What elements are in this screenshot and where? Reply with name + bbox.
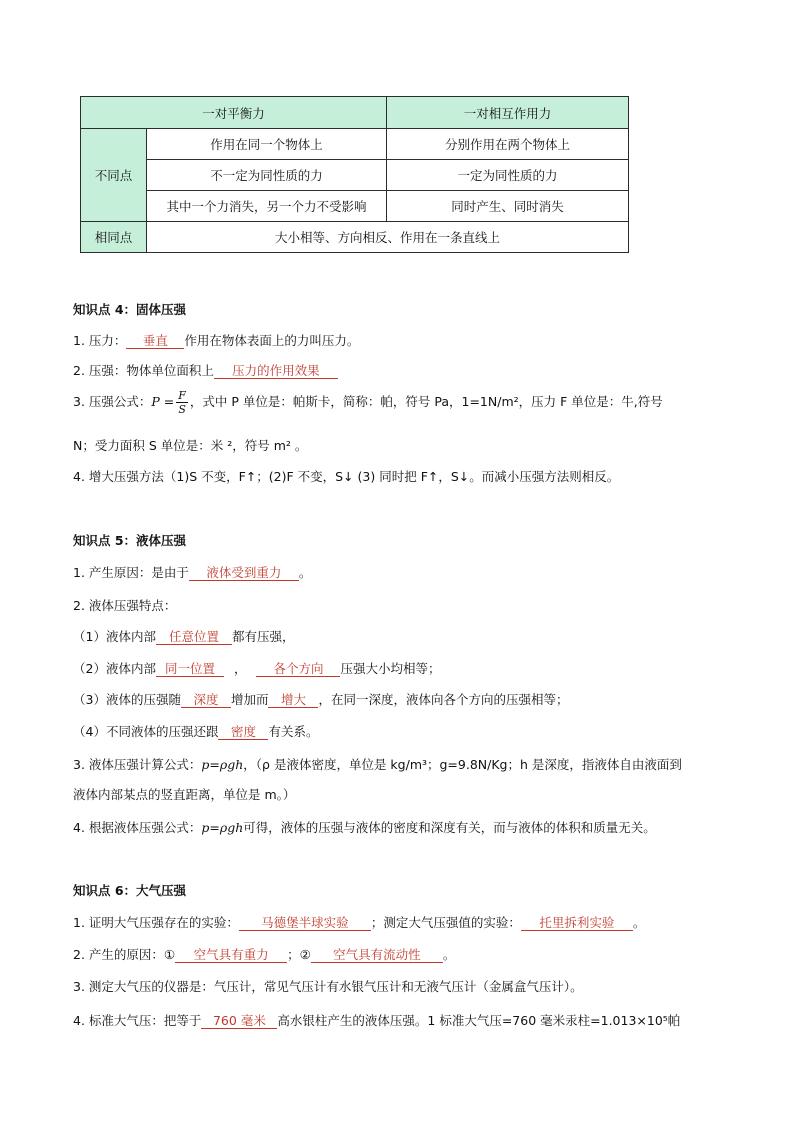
- text: ，（ρ 是液体密度，单位是 kg/m³；g=9.8N/Kg；h 是深度，指液体自由液面到: [243, 757, 682, 772]
- text-line: [73, 331, 359, 349]
- table-row: [81, 222, 629, 253]
- answer-blank: 空气具有重力: [175, 947, 287, 963]
- text-line: 3. 测定大气压的仪器是：气压计，常见气压计有水银气压计和无液气压计（金属盒气压计）。: [73, 979, 583, 994]
- text-line: [73, 818, 656, 836]
- fraction-denominator: S: [178, 403, 186, 416]
- table-header-row: [81, 97, 629, 129]
- answer-blank: 任意位置: [156, 629, 232, 645]
- text: 3. 压强公式：: [73, 394, 152, 409]
- section-title: 知识点 5：液体压强: [73, 533, 187, 548]
- text-line: [73, 755, 682, 773]
- header-balanced-forces: 一对平衡力: [81, 97, 387, 129]
- text: （1）液体内部: [73, 629, 156, 644]
- text: 1. 证明大气压强存在的实验：: [73, 915, 239, 930]
- text-line: [73, 659, 441, 677]
- text: 有关系。: [268, 724, 319, 739]
- text: ；②: [287, 947, 311, 962]
- diff-label: 不同点: [81, 129, 147, 222]
- text: （3）液体的压强随: [73, 692, 181, 707]
- text: 3. 液体压强计算公式：: [73, 757, 202, 772]
- answer-blank: 垂直: [126, 333, 184, 349]
- text-line: [73, 722, 318, 740]
- table-cell: 分别作用在两个物体上: [387, 129, 629, 160]
- text: 2. 压强：物体单位面积上: [73, 363, 214, 378]
- text-line: [73, 1011, 680, 1029]
- answer-blank: 液体受到重力: [189, 565, 299, 581]
- text: ，: [233, 661, 247, 676]
- same-text: 大小相等、方向相反、作用在一条直线上: [147, 222, 629, 253]
- text: 1. 产生原因：是由于: [73, 565, 189, 580]
- text: 高水银柱产生的液体压强。1 标准大气压=760 毫米汞柱=1.013×10⁵帕: [277, 1013, 681, 1028]
- text-line: 4. 增大压强方法（1)S 不变，F↑；(2)F 不变，S↓ (3) 同时把 F↑，S↓。而减小压强方法则相反。: [73, 469, 620, 484]
- answer-blank: 760 毫米: [201, 1013, 277, 1029]
- answer-blank: 增大: [268, 692, 318, 708]
- answer-blank: 深度: [181, 692, 231, 708]
- table-cell: 不一定为同性质的力: [147, 160, 387, 191]
- text-line: [73, 361, 338, 379]
- pressure-fraction: [176, 389, 188, 416]
- text: 。: [442, 947, 456, 962]
- answer-blank: 密度: [218, 724, 268, 740]
- table-cell: 作用在同一个物体上: [147, 129, 387, 160]
- table-row: [81, 129, 629, 160]
- text: 1. 压力：: [73, 333, 127, 348]
- answer-blank: 空气具有流动性: [311, 947, 443, 963]
- formula-line: [73, 389, 663, 416]
- text-line: [73, 690, 569, 708]
- text-line: 2. 液体压强特点：: [73, 598, 177, 613]
- text-line: N；受力面积 S 单位是：米 ²，符号 m² 。: [73, 438, 308, 453]
- answer-blank: 托里拆利实验: [521, 915, 633, 931]
- table-cell: 一定为同性质的力: [387, 160, 629, 191]
- text: ，式中 P 单位是：帕斯卡，简称：帕，符号 Pa，1=1N/m²，压力 F 单位是：牛,符号: [189, 394, 663, 409]
- text: （4）不同液体的压强还跟: [73, 724, 219, 739]
- text: 作用在物体表面上的力叫压力。: [184, 333, 360, 348]
- table-cell: 其中一个力消失，另一个力不受影响: [147, 191, 387, 222]
- text: 。: [298, 565, 312, 580]
- answer-blank: 同一位置: [156, 661, 224, 677]
- formula: p=ρgh: [201, 820, 244, 835]
- text: 2. 产生的原因：①: [73, 947, 176, 962]
- text-line: [73, 627, 294, 645]
- text-line: 液体内部某点的竖直距离，单位是 m。）: [73, 787, 296, 802]
- section-title: 知识点 6：大气压强: [73, 883, 187, 898]
- table-row: [81, 160, 629, 191]
- header-interaction-forces: 一对相互作用力: [387, 97, 629, 129]
- answer-blank: 马德堡半球实验: [239, 915, 371, 931]
- text: 4. 标准大气压：把等于: [73, 1013, 202, 1028]
- text: 。: [632, 915, 646, 930]
- text: ；测定大气压强值的实验：: [370, 915, 521, 930]
- formula-lhs: P =: [151, 394, 175, 409]
- text: （2）液体内部: [73, 661, 156, 676]
- text: 增加而: [230, 692, 269, 707]
- text-line: [73, 945, 455, 963]
- fraction-numerator: F: [178, 389, 186, 402]
- answer-blank: 各个方向: [256, 661, 340, 677]
- table-cell: 同时产生、同时消失: [387, 191, 629, 222]
- text: 都有压强，: [231, 629, 295, 644]
- text: 可得，液体的压强与液体的密度和深度有关，而与液体的体积和质量无关。: [243, 820, 656, 835]
- text: ，在同一深度，液体向各个方向的压强相等；: [318, 692, 569, 707]
- force-comparison-table: [80, 96, 629, 253]
- table-row: [81, 191, 629, 222]
- text-line: [73, 913, 645, 931]
- text-line: [73, 563, 311, 581]
- text: 4. 根据液体压强公式：: [73, 820, 202, 835]
- text: 压强大小均相等；: [340, 661, 441, 676]
- section-title: 知识点 4：固体压强: [73, 302, 187, 317]
- same-label: 相同点: [81, 222, 147, 253]
- answer-blank: 压力的作用效果: [214, 363, 338, 379]
- formula: p=ρgh: [201, 757, 244, 772]
